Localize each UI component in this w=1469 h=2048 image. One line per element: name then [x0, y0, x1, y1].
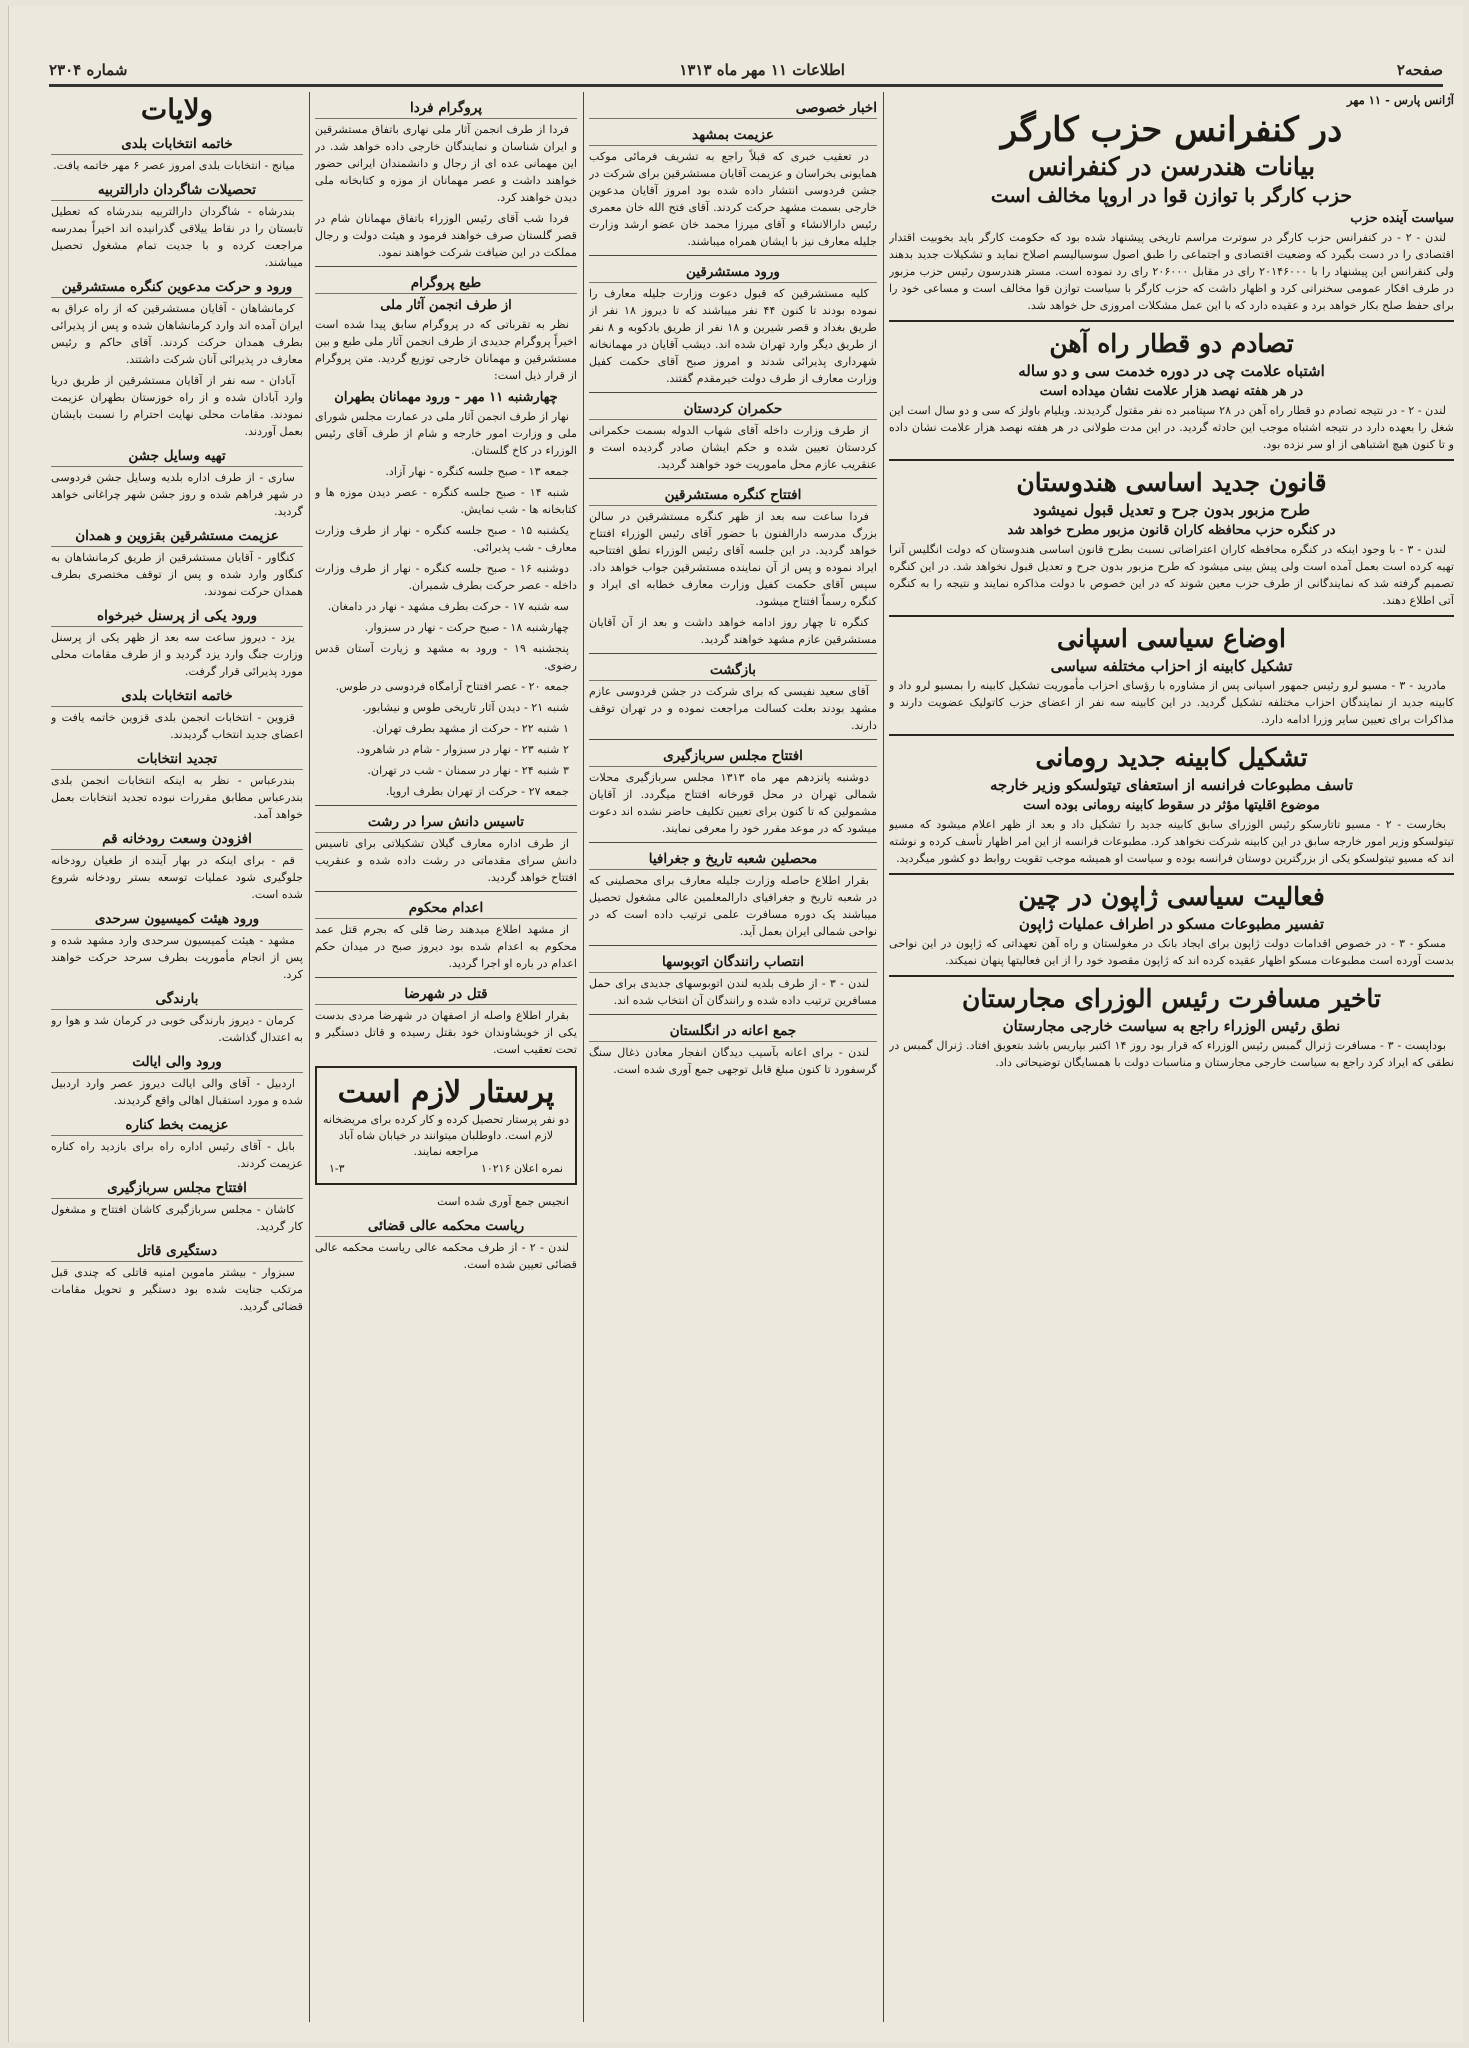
divider	[315, 891, 577, 892]
section-title: تاسیس دانش سرا در رشت	[315, 812, 577, 833]
section-title: خاتمه انتخابات بلدی	[51, 686, 303, 707]
article-body: بقرار اطلاع حاصله وزارت جلیله معارف برای محصلینی که در شعبه تاریخ و جغرافیای دارالمعلمین عالی مشغول تحصیل میباشند یک دوره مسافرت علمی ترتیب داده است که در نواحی شمالی ایران بعمل آید.	[589, 874, 877, 938]
article-body: مسکو - ۳ - در خصوص اقدامات دولت ژاپون برای ایجاد بانک در مغولستان و راه آهن تعهداتی که ژاپون در این نواحی بدست آورده است مطبوعات مسکو اظهار عقیده کرده اند که ژاپون مقصود خود را از این فعالیتها پنهان نمیکند.	[889, 937, 1454, 967]
section-title: ریاست محکمه عالی قضائی	[315, 1216, 577, 1237]
schedule-item: شنبه ۲۱ - دیدن آثار تاریخی طوس و نیشابور.	[362, 701, 569, 714]
subheadline: تاسف مطبوعات فرانسه از استعفای تیتولسکو وزیر خارجه	[990, 776, 1353, 794]
headline: تاخیر مسافرت رئیس الوزرای مجارستان	[961, 984, 1382, 1013]
divider	[315, 266, 577, 267]
article-body: بخارست - ۲ - مسیو تاتارسکو رئیس الوزرای سابق کابینه جدید را تشکیل داد و بعد از ظهر اعلام میشود که مسیو تیتولسکو وزیر امور خارجه سابق در این کابینه شرکت نخواهد کرد. مطبوعات فرانسه از این امر اظهار تأسف کرده و نوشته اند که مسیو تیتولسکو یکی از بزرگترین دوستان فرانسه بوده و سیاست او همیشه موجب تقویت روابط دو کشور میگردید.	[889, 818, 1454, 865]
section-title: افتتاح مجلس سربازگیری	[51, 1178, 303, 1199]
section-title: تحصیلات شاگردان دارالتربیه	[51, 180, 303, 201]
schedule-item: چهارشنبه ۱۸ - صبح حرکت - نهار در سبزوار.	[364, 621, 569, 634]
ad-footer	[323, 1160, 569, 1177]
schedule-item: جمعه ۱۳ - صبح جلسه کنگره - نهار آزاد.	[385, 465, 569, 478]
headline: در کنفرانس حزب کارگر	[1000, 110, 1343, 150]
schedule-item: جمعه ۲۷ - حرکت از تهران بطرف اروپا.	[385, 785, 569, 798]
schedule-item: ۲ شنبه ۲۳ - نهار در سبزوار - شام در شاهرود.	[356, 743, 569, 756]
subheadline: موضوع اقلیتها مؤثر در سقوط کابینه رومانی بوده است	[1023, 798, 1320, 813]
article-body: از مشهد اطلاع میدهند رضا قلی که بجرم قتل عمد محکوم به اعدام شده بود دیروز صبح در میدان حکم اعدام در باره او اجرا گردید.	[315, 923, 577, 970]
column-foreign-news	[889, 92, 1454, 2022]
divider	[589, 255, 877, 256]
headline: تصادم دو قطار راه آهن	[1049, 329, 1294, 358]
section-title: اخبار خصوصی	[589, 98, 877, 119]
ad-body: دو نفر پرستار تحصیل کرده و کار کرده برای مریضخانه لازم است. داوطلبان میتوانند در خیابان شاه آباد مراجعه نمایند.	[323, 1113, 569, 1158]
article-body: لندن - ۲ - در کنفرانس حزب کارگر در سوترت مراسم تاریخی پیشنهاد شده بود که حکومت کارگر باید بخوبیت اقتدار اقتصادی را در دست بگیرد که وضعیت اقتصادی و اجتماعی را طبق اصول سوسیالیسم اصلاح نماید و تشکیلات جدید بدهند ولی کنفرانس این پیشنهاد را با ۲۰۱۴۶۰۰۰ رای در مقابل ۲۰۶۰۰۰ رای رد نموده است. مستر هندرسون رئیس حزب مزبور در طرف افکار عمومی سخنرانی کرد و اظهار داشت که حزب کارگر با سیاست توازن قوا مخالف است و مساعی خود را برای حفظ صلح بکار خواهد برد و عقیده دارد که با این عمل مشکلات امروزی حل خواهد شد.	[889, 231, 1454, 312]
schedule-item: سه شنبه ۱۷ - حرکت بطرف مشهد - نهار در دامغان.	[327, 600, 569, 613]
issue-number: شماره ۲۳۰۴	[49, 61, 128, 79]
article-body: مشهد - هیئت کمیسیون سرحدی وارد مشهد شده و پس از انجام مأموریت بطرف سرحد حرکت خواهند کرد.	[51, 934, 303, 981]
article-body: بابل - آقای رئیس اداره راه برای بازدید راه کناره عزیمت کردند.	[51, 1140, 303, 1170]
section-title: تجدید انتخابات	[51, 749, 303, 770]
article-body: کلیه مستشرقین که قبول دعوت وزارت جلیله معارف را نموده بودند تا کنون ۴۴ نفر میباشند که تا دیروز ۱۸ نفر از طریق بغداد و قصر شیرین و ۱۸ نفر از طریق بادکوبه و ۸ نفر از طریق دیگر وارد تهران شده اند. دیشب آقایان در مهمانخانه شهرداری پذیرائی شدند و امروز صبح آقای حکمت کفیل وزارت معارف از طرف دولت خیرمقدم گفتند.	[589, 287, 877, 385]
section-title: قتل در شهرضا	[315, 984, 577, 1005]
ad-title: پرستار لازم است	[337, 1075, 555, 1110]
article-body: اردبیل - آقای والی ایالت دیروز عصر وارد اردبیل شده و مورد استقبال اهالی واقع گردیدند.	[51, 1077, 303, 1107]
article-body: بوداپست - ۳ - مسافرت ژنرال گمبس رئیس الوزراء که قرار بود روز ۱۴ اکتبر بپاریس باشد بتعویق افتاد. ژنرال گمبس در نطقی که ایراد کرد راجع به سیاست خارجی مجارستان و مناسبات دولت با همسایگان توضیحاتی داد.	[889, 1039, 1454, 1069]
subheadline: در هر هفته نهصد هزار علامت نشان میداده است	[1039, 384, 1304, 399]
section-banner: ولایات	[140, 93, 214, 126]
ad-run: ۱-۳	[329, 1162, 345, 1175]
article-body: کاشان - مجلس سربازگیری کاشان افتتاح و مشغول کار گردید.	[51, 1203, 303, 1233]
classified-ad	[315, 1066, 577, 1185]
schedule-item: ۱ شنبه ۲۲ - حرکت از مشهد بطرف تهران.	[372, 722, 569, 735]
article-body: کرمانشاهان - آقایان مستشرقین که از راه عراق به ایران آمده اند وارد کرمانشاهان شده و پس از پذیرائی بطرف همدان حرکت کردند. آقای حاکم و رئیس معارف در پذیرائی آنان شرکت داشتند.	[51, 302, 303, 366]
section-subtitle: چهارشنبه ۱۱ مهر - ورود مهمانان بطهران	[334, 390, 558, 405]
newspaper-page	[8, 6, 1463, 2042]
subheadline: حزب کارگر با توازن قوا در اروپا مخالف است	[990, 185, 1353, 207]
section-title: ورود والی ایالت	[51, 1052, 303, 1073]
article-body: کنگره تا چهار روز ادامه خواهد داشت و بعد از آن آقایان مستشرقین عازم مشهد خواهند گردید.	[589, 616, 877, 646]
subheadline: نطق رئیس الوزراء راجع به سیاست خارجی مجارستان	[1002, 1017, 1341, 1035]
section-title: ورود هیئت کمیسیون سرحدی	[51, 909, 303, 930]
article-body: از طرف وزارت داخله آقای شهاب الدوله بسمت حکمرانی کردستان تعیین شده و حکم ایشان صادر گردیده است و عنقریب عازم محل ماموریت خود خواهند گردید.	[589, 424, 877, 471]
section-title: پروگرام فردا	[315, 98, 577, 119]
subheadline: سیاست آینده حزب	[1350, 211, 1454, 226]
article-body: نظر به تقرباتی که در پروگرام سابق پیدا شده است اخیراً پروگرام جدیدی از طرف انجمن آثار ملی طبع و بین مستشرقین و مهمانان خارجی توزیع گردید. متن پروگرام از قرار ذیل است:	[315, 318, 577, 382]
issue-date: اطلاعات ۱۱ مهر ماه ۱۳۱۳	[679, 61, 845, 79]
article-body: مادرید - ۳ - مسیو لرو رئیس جمهور اسپانی پس از مشاوره با رؤسای احزاب مأموریت تشکیل کابینه را بمسیو لرو داد و کابینه جدید از نمایندگان احزاب مختلفه تشکیل گردید. در این کابینه سه نفر از اعضای حزب کاتولیک عضویت دارند و مذاکرات برای تعیین سایر وزرا ادامه دارد.	[889, 679, 1454, 726]
article-body: لندن - ۲ - در نتیجه تصادم دو قطار راه آهن در ۲۸ سپتامبر ده نفر مقتول گردیدند. ویلیام باولز که سی و دو سال است این شغل را بعهده دارد در نتیجه اشتباه موجب این حادثه گردید. در این مدت طولانی در هر هفته نهصد هزار علامت نشان داده و تا کنون هیچ اشتباهی از او سر نزده بود.	[889, 404, 1454, 451]
section-title: عزیمت بخط کناره	[51, 1115, 303, 1136]
article-body: فردا از طرف انجمن آثار ملی نهاری باتفاق مستشرقین و ایران شناسان و نمایندگان خارجی داده خواهد شد. در این مهمانی عده ای از رجال و دانشمندان ایرانی حضور خواهند داشت و عصر مهمانان از موزه و کتابخانه ملی دیدن خواهند کرد.	[315, 123, 577, 204]
column-divider	[583, 92, 584, 2022]
page-number: صفحه۲	[1396, 61, 1443, 79]
section-subtitle: از طرف انجمن آثار ملی	[380, 298, 512, 313]
article-body: ساری - از طرف اداره بلدیه وسایل جشن فردوسی در شهر فراهم شده و روز جشن شهر چراغانی خواهد گردید.	[51, 471, 303, 518]
subheadline: تفسیر مطبوعات مسکو در اطراف عملیات ژاپون	[1018, 915, 1325, 933]
section-title: ورود یکی از پرسنل خبرخواه	[51, 606, 303, 627]
section-title: افزودن وسعت رودخانه قم	[51, 829, 303, 850]
schedule-item: جمعه ۲۰ - عصر افتتاح آرامگاه فردوسی در طوس.	[335, 680, 569, 693]
section-title: عزیمت بمشهد	[589, 125, 877, 146]
divider	[889, 873, 1454, 875]
headline: تشکیل کابینه جدید رومانی	[1035, 743, 1308, 772]
article-body: آبادان - سه نفر از آقایان مستشرقین از طریق دریا وارد آبادان شده و از راه خوزستان بطهران عزیمت نمودند. مقامات محلی نهایت احترام را نسبت بایشان بعمل آوردند.	[51, 374, 303, 438]
section-title: طبع پروگرام	[315, 273, 577, 294]
divider	[589, 478, 877, 479]
headline: قانون جدید اساسی هندوستان	[1016, 468, 1327, 497]
section-title: ورود و حرکت مدعوین کنگره مستشرقین	[51, 277, 303, 298]
divider	[589, 653, 877, 654]
subheadline: اشتباه علامت چی در دوره خدمت سی و دو ساله	[1018, 362, 1325, 380]
column-program	[315, 92, 577, 2022]
section-title: عزیمت مستشرقین بقزوین و همدان	[51, 526, 303, 547]
headline: فعالیت سیاسی ژاپون در چین	[1018, 882, 1325, 911]
article-body: از طرف اداره معارف گیلان تشکیلاتی برای تاسیس دانش سرای مقدماتی در رشت داده شده و عنقریب افتتاح خواهد گردید.	[315, 837, 577, 884]
divider	[589, 739, 877, 740]
schedule-item: شنبه ۱۴ - صبح جلسه کنگره - عصر دیدن موزه ها و کتابخانه ها - شب نمایش.	[315, 486, 577, 516]
divider	[889, 615, 1454, 617]
article-body: لندن - ۳ - از طرف بلدیه لندن اتوبوسهای جدیدی برای حمل مسافرین ترتیب داده شده و رانندگان آن انتخاب شده اند.	[589, 977, 877, 1007]
divider	[889, 734, 1454, 736]
section-title: اعدام محکوم	[315, 898, 577, 919]
divider	[889, 459, 1454, 461]
section-title: افتتاح مجلس سربازگیری	[589, 746, 877, 767]
section-title: تهیه وسایل جشن	[51, 446, 303, 467]
article-body: سبزوار - بیشتر ماموین امنیه قاتلی که چندی قبل مرتکب جنایت شده بود دستگیر و تحویل مقامات قضائی گردید.	[51, 1266, 303, 1313]
subheadline: طرح مزبور بدون جرح و تعدیل قبول نمیشود	[1032, 501, 1311, 519]
schedule-item: پنجشنبه ۱۹ - ورود به مشهد و زیارت آستان قدس رضوی.	[315, 642, 577, 672]
column-divider	[883, 92, 884, 2022]
article-body: فردا ساعت سه بعد از ظهر کنگره مستشرقین در سالن بزرگ مدرسه دارالفنون با حضور آقای رئیس الوزراء افتتاح خواهد گردید. در این جلسه آقای رئیس الوزراء نطق افتتاحیه ایراد نموده و پس از آن نماینده مستشرقین جواب خواهد داد. سپس آقای حکمت کفیل وزارت معارف خطابه ای ایراد و کنگره رسماً افتتاح میشود.	[589, 510, 877, 608]
divider	[589, 1014, 877, 1015]
article-body: لندن - ۲ - از طرف محکمه عالی ریاست محکمه عالی قضائی تعیین شده است.	[315, 1241, 577, 1271]
section-title: ورود مستشرقین	[589, 262, 877, 283]
section-title: بازگشت	[589, 660, 877, 681]
column-special-news	[589, 92, 877, 2022]
article-body: کنگاور - آقایان مستشرقین از طریق کرمانشاهان به کنگاور وارد شده و پس از توقف مختصری بطرف همدان حرکت نمودند.	[51, 551, 303, 598]
article-body: قزوین - انتخابات انجمن بلدی قزوین خاتمه یافت و اعضای جدید انتخاب گردیدند.	[51, 711, 303, 741]
article-body: آقای سعید نفیسی که برای شرکت در جشن فردوسی عازم مشهد بودند بعلت کسالت مراجعت نموده و در تهران توقف دارند.	[589, 685, 877, 732]
subheadline: در کنگره حزب محافظه کاران قانون مزبور مطرح خواهد شد	[1007, 523, 1336, 538]
divider	[315, 805, 577, 806]
article-body: کرمان - دیروز بارندگی خوبی در کرمان شد و هوا رو به اعتدال گذاشت.	[51, 1014, 303, 1044]
article-body: دوشنبه پانزدهم مهر ماه ۱۳۱۳ مجلس سربازگیری محلات شمالی تهران در محل قورخانه افتتاح میگردد. از آقایان مشمولین که تا کنون برای تعیین تکلیف حاضر نشده اند دعوت میشود که در موعد مقرر خود را معرفی نمایند.	[589, 771, 877, 835]
section-title: خاتمه انتخابات بلدی	[51, 134, 303, 155]
article-body: میانج - انتخابات بلدی امروز عصر ۶ مهر خاتمه یافت.	[53, 159, 295, 172]
divider	[315, 977, 577, 978]
divider	[589, 842, 877, 843]
divider	[589, 392, 877, 393]
subheadline: تشکیل کابینه از احزاب مختلفه سیاسی	[1050, 657, 1293, 675]
section-title: حکمران کردستان	[589, 399, 877, 420]
article-body: لندن - ۳ - با وجود اینکه در کنگره محافظه کاران اعتراضاتی نسبت بطرح قانون اساسی هندوستان که دولت انگلیس آنرا تهیه کرده است بعمل آمده است ولی پیش بینی میشود که طرح مزبور بدون جرح و تعدیل قبول نخواهد شد. در این کنگره تصمیم گرفته شد که نمایندگانی از طرف حزب معین شوند که در این خصوص با دولت مذاکره نمایند و نتیجه را به کنگره آتی اطلاع دهند.	[889, 543, 1454, 607]
masthead	[49, 58, 1443, 82]
schedule-item: دوشنبه ۱۶ - صبح جلسه کنگره - نهار از طرف وزارت داخله - عصر حرکت بطرف شمیران.	[315, 562, 577, 592]
article-body: لندن - برای اعانه بآسیب دیدگان انفجار معادن ذغال سنگ گرسفورد تا کنون مبلغ قابل توجهی جمع آوری شده است.	[589, 1046, 877, 1076]
section-title: افتتاح کنگره مستشرقین	[589, 485, 877, 506]
article-body: بندرشاه - شاگردان دارالتربیه بندرشاه که تعطیل تابستان را در نقاط ییلاقی گذرانیده اند اخیراً بمدرسه مراجعت کرده و با جدیت تمام مشغول تحصیل میباشند.	[51, 205, 303, 269]
section-title: انتصاب رانندگان اتوبوسها	[589, 952, 877, 973]
article-body: در تعقیب خبری که قبلاً راجع به تشریف فرمائی موکب همایونی بخراسان و عزیمت آقایان مستشرقین برای شرکت در جشن فردوسی انتشار داده شده بود امروز آقایان مدعوین خارجی بسمت مشهد حرکت کردند. آقای فتح الله خان معمری رئیس دارالانشاء و آقای میرزا محمد خان عضو ارشد وزارت جلیله معارف نیز با ایشان همراه میباشند.	[589, 150, 877, 248]
headline: اوضاع سیاسی اسپانی	[1057, 624, 1286, 653]
masthead-rule	[49, 84, 1443, 87]
column-divider	[309, 92, 310, 2022]
schedule-item: ۳ شنبه ۲۴ - نهار در سمنان - شب در تهران.	[367, 764, 569, 777]
section-title: بارندگی	[51, 989, 303, 1010]
article-body: یزد - دیروز ساعت سه بعد از ظهر یکی از پرسنل وزارت جنگ وارد یزد گردید و از طرف مقامات محلی مورد پذیرائی قرار گرفت.	[51, 631, 303, 678]
subheadline: بیانات هندرسن در کنفرانس	[1027, 152, 1316, 181]
divider	[889, 320, 1454, 322]
article-body: فردا شب آقای رئیس الوزراء باتفاق مهمانان شام در قصر گلستان صرف خواهند فرمود و هیئت دولت و رجال مملکت در این ضیافت شرکت خواهند نمود.	[315, 212, 577, 259]
article-body: نهار از طرف انجمن آثار ملی در عمارت مجلس شورای ملی و وزارت امور خارجه و شام از طرف آقای رئیس الوزراء در کاخ گلستان.	[315, 410, 577, 457]
article-body: قم - برای اینکه در بهار آینده از طغیان رودخانه جلوگیری شود عملیات توسعه بستر رودخانه شروع شده است.	[51, 854, 303, 901]
schedule-item: یکشنبه ۱۵ - صبح جلسه کنگره - نهار از طرف وزارت معارف - شب پذیرائی.	[315, 524, 577, 554]
section-title: دستگیری قاتل	[51, 1241, 303, 1262]
section-title: جمع اعانه در انگلستان	[589, 1021, 877, 1042]
ad-number: نمره اعلان ۱۰۲۱۶	[480, 1162, 563, 1175]
agency-kicker: آژانس پارس - ۱۱ مهر	[1346, 93, 1454, 107]
section-title: محصلین شعبه تاریخ و جغرافیا	[589, 849, 877, 870]
column-provinces	[51, 92, 303, 2022]
article-body: بقرار اطلاع واصله از اصفهان در شهرضا مردی بدست یکی از خویشاوندان خود بقتل رسیده و قاتل دستگیر و تحت تعقیب است.	[315, 1009, 577, 1056]
article-body: انجیس جمع آوری شده است	[437, 1195, 569, 1208]
divider	[889, 975, 1454, 977]
divider	[589, 945, 877, 946]
article-body: بندرعباس - نظر به اینکه انتخابات انجمن بلدی بندرعباس مطابق مقررات نبوده تجدید انتخابات بعمل خواهد آمد.	[51, 774, 303, 821]
